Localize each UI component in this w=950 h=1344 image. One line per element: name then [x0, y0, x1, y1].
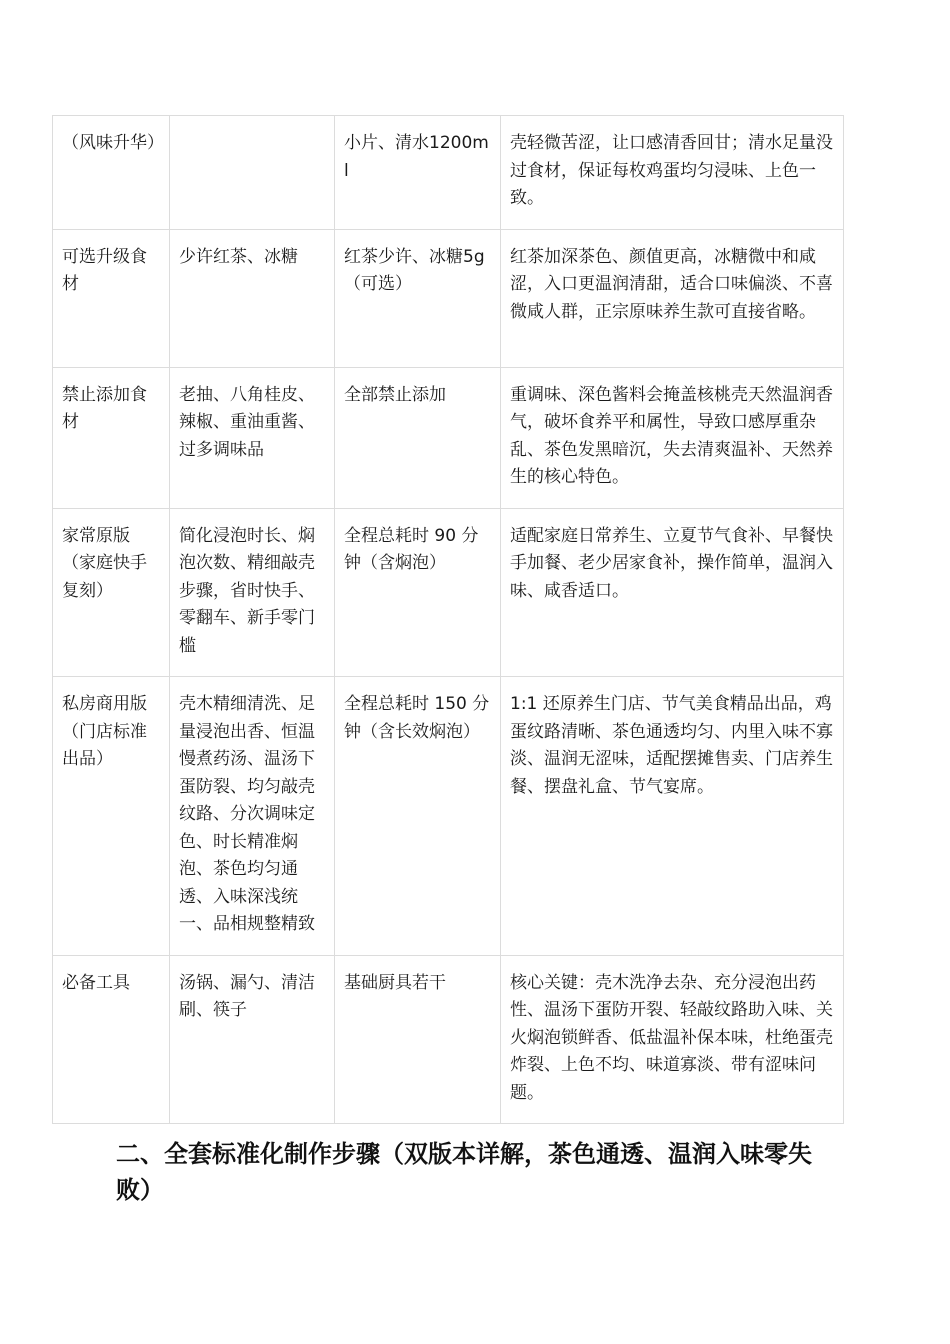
- commercial-version-cell: 小片、清水1200ml: [335, 116, 501, 230]
- section-heading: 二、全套标准化制作步骤（双版本详解，茶色通透、温润入味零失败）: [116, 1140, 812, 1204]
- note-cell: 重调味、深色酱料会掩盖核桃壳天然温润香气，破坏食养平和属性，导致口感厚重杂乱、茶色发黑暗沉，失去清爽温补、天然养生的核心特色。: [501, 367, 844, 508]
- commercial-version-cell: 全部禁止添加: [335, 367, 501, 508]
- note-cell: 核心关键：壳木洗净去杂、充分浸泡出药性、温汤下蛋防开裂、轻敲纹路助入味、关火焖泡锁鲜香、低盐温补保本味，杜绝蛋壳炸裂、上色不均、味道寡淡、带有涩味问题。: [501, 955, 844, 1124]
- note-cell: 壳轻微苦涩，让口感清香回甘；清水足量没过食材，保证每枚鸡蛋均匀浸味、上色一致。: [501, 116, 844, 230]
- home-version-cell: 少许红茶、冰糖: [170, 229, 335, 367]
- home-version-cell: 老抽、八角桂皮、辣椒、重油重酱、过多调味品: [170, 367, 335, 508]
- commercial-version-cell: 全程总耗时 90 分钟（含焖泡）: [335, 508, 501, 677]
- row-item-cell: 可选升级食材: [53, 229, 170, 367]
- commercial-version-cell: 全程总耗时 150 分钟（含长效焖泡）: [335, 677, 501, 956]
- commercial-version-cell: 基础厨具若干: [335, 955, 501, 1124]
- table-row: [53, 229, 844, 367]
- note-cell: 1:1 还原养生门店、节气美食精品出品，鸡蛋纹路清晰、茶色通透均匀、内里入味不寡淡、温润无涩味，适配摆摊售卖、门店养生餐、摆盘礼盒、节气宴席。: [501, 677, 844, 956]
- home-version-cell: 简化浸泡时长、焖泡次数、精细敲壳步骤，省时快手、零翻车、新手零门槛: [170, 508, 335, 677]
- table-row: [53, 508, 844, 677]
- row-item-cell: 私房商用版（门店标准出品）: [53, 677, 170, 956]
- row-item-cell: （风味升华）: [53, 116, 170, 230]
- home-version-cell: 汤锅、漏勺、清洁刷、筷子: [170, 955, 335, 1124]
- table-row: [53, 116, 844, 230]
- home-version-cell: [170, 116, 335, 230]
- table-row: [53, 955, 844, 1124]
- note-cell: 适配家庭日常养生、立夏节气食补、早餐快手加餐、老少居家食补，操作简单，温润入味、咸香适口。: [501, 508, 844, 677]
- home-version-cell: 壳木精细清洗、足量浸泡出香、恒温慢煮药汤、温汤下蛋防裂、均匀敲壳纹路、分次调味定色、时长精准焖泡、茶色均匀通透、入味深浅统一、品相规整精致: [170, 677, 335, 956]
- note-cell: 红茶加深茶色、颜值更高，冰糖微中和咸涩，入口更温润清甜，适合口味偏淡、不喜微咸人群，正宗原味养生款可直接省略。: [501, 229, 844, 367]
- ingredient-table: [52, 115, 844, 1124]
- table-row: [53, 677, 844, 956]
- row-item-cell: 禁止添加食材: [53, 367, 170, 508]
- row-item-cell: 必备工具: [53, 955, 170, 1124]
- commercial-version-cell: 红茶少许、冰糖5g（可选）: [335, 229, 501, 367]
- row-item-cell: 家常原版（家庭快手复刻）: [53, 508, 170, 677]
- table-row: [53, 367, 844, 508]
